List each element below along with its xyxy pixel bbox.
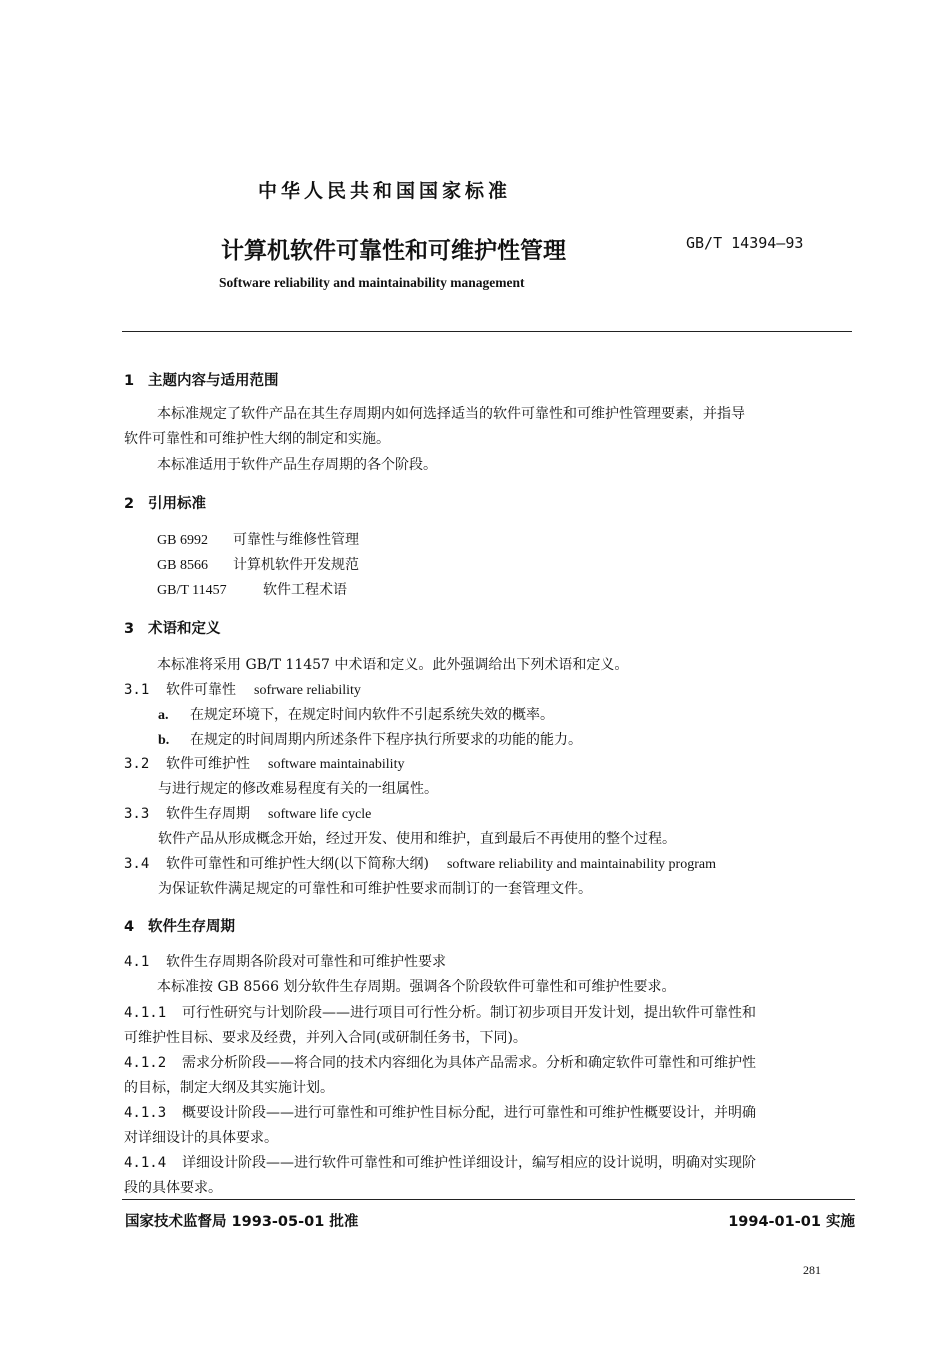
reference-name: 软件工程术语 xyxy=(263,582,347,598)
paragraph: 软件可靠性和可维护性大纲的制定和实施。 xyxy=(124,431,390,447)
clause-text: 详细设计阶段——进行软件可靠性和可维护性详细设计，编写相应的设计说明，明确对实现阶 xyxy=(182,1155,756,1171)
term-english: software maintainability xyxy=(268,757,405,772)
definition-item-b xyxy=(158,729,582,749)
clause-continuation: 对详细设计的具体要求。 xyxy=(124,1130,278,1146)
term-3-2 xyxy=(124,753,404,773)
term-number: 3.4 xyxy=(124,856,150,872)
term-3-1 xyxy=(124,679,361,699)
clause-number: 4.1.3 xyxy=(124,1105,167,1121)
term-name: 软件可靠性和可维护性大纲(以下简称大纲) xyxy=(166,856,429,872)
header-rule xyxy=(122,331,852,332)
section-4-heading xyxy=(124,915,235,936)
approval-line: 国家技术监督局 1993-05-01 批准 xyxy=(125,1214,359,1230)
term-number: 3.1 xyxy=(124,682,150,698)
clause-continuation: 段的具体要求。 xyxy=(124,1180,222,1196)
term-definition: 软件产品从形成概念开始，经过开发、使用和维护，直到最后不再使用的整个过程。 xyxy=(158,831,676,847)
term-number: 3.3 xyxy=(124,806,150,822)
implementation-date: 1994-01-01 实施 xyxy=(728,1214,855,1230)
clause-number: 4.1.4 xyxy=(124,1155,167,1171)
term-name: 软件可靠性 xyxy=(166,682,236,698)
term-definition: 与进行规定的修改难易程度有关的一组属性。 xyxy=(158,781,438,797)
section-title: 术语和定义 xyxy=(148,621,221,637)
term-3-4 xyxy=(124,853,716,873)
section-title: 引用标准 xyxy=(148,496,206,512)
reference-item xyxy=(157,579,347,599)
page-number: 281 xyxy=(803,1263,821,1277)
paragraph: 本标准将采用 GB/T 11457 中术语和定义。此外强调给出下列术语和定义。 xyxy=(157,657,629,673)
reference-item xyxy=(157,554,359,574)
item-text: 在规定的时间周期内所述条件下程序执行所要求的功能的能力。 xyxy=(190,732,582,748)
clause-text: 需求分析阶段——将合同的技术内容细化为具体产品需求。分析和确定软件可靠性和可维护性 xyxy=(182,1055,756,1071)
reference-name: 可靠性与维修性管理 xyxy=(233,532,359,548)
standard-code: GB/T 14394—93 xyxy=(686,234,804,252)
subsection-4-1 xyxy=(124,951,446,971)
clause-4-1-2 xyxy=(124,1052,756,1072)
section-2-heading xyxy=(124,492,206,513)
section-title: 软件生存周期 xyxy=(148,919,235,935)
section-number: 3 xyxy=(124,621,135,637)
term-name: 软件可维护性 xyxy=(166,756,250,772)
document-title-en: Software reliability and maintainability management xyxy=(219,275,525,290)
item-text: 在规定环境下，在规定时间内软件不引起系统失效的概率。 xyxy=(190,707,554,723)
paragraph: 本标准规定了软件产品在其生存周期内如何选择适当的软件可靠性和可维护性管理要素，并指导 xyxy=(157,406,745,422)
term-definition: 为保证软件满足规定的可靠性和可维护性要求而制订的一套管理文件。 xyxy=(158,881,592,897)
clause-continuation: 的目标，制定大纲及其实施计划。 xyxy=(124,1080,334,1096)
clause-number: 4.1.1 xyxy=(124,1005,167,1021)
item-label: b. xyxy=(158,733,170,748)
reference-code: GB/T 11457 xyxy=(157,583,227,598)
section-1-heading xyxy=(124,369,279,390)
term-3-3 xyxy=(124,803,371,823)
term-english: software life cycle xyxy=(268,807,372,822)
subsection-number: 4.1 xyxy=(124,954,150,970)
reference-code: GB 8566 xyxy=(157,558,208,573)
clause-text: 概要设计阶段——进行可靠性和可维护性目标分配，进行可靠性和可维护性概要设计，并明确 xyxy=(182,1105,756,1121)
term-english: software reliability and maintainability program xyxy=(446,857,716,872)
document-title-cn: 计算机软件可靠性和可维护性管理 xyxy=(221,238,566,264)
paragraph: 本标准适用于软件产品生存周期的各个阶段。 xyxy=(157,457,437,473)
section-3-heading xyxy=(124,617,221,638)
item-label: a. xyxy=(158,708,169,723)
section-number: 1 xyxy=(124,373,135,389)
paragraph: 本标准按 GB 8566 划分软件生存周期。强调各个阶段软件可靠性和可维护性要求。 xyxy=(157,979,676,995)
reference-item xyxy=(157,529,359,549)
reference-code: GB 6992 xyxy=(157,533,208,548)
clause-4-1-1 xyxy=(124,1002,756,1022)
term-name: 软件生存周期 xyxy=(166,806,250,822)
clause-continuation: 可维护性目标、要求及经费，并列入合同(或研制任务书，下同)。 xyxy=(124,1030,527,1046)
clause-text: 可行性研究与计划阶段——进行项目可行性分析。制订初步项目开发计划，提出软件可靠性和 xyxy=(182,1005,756,1021)
reference-name: 计算机软件开发规范 xyxy=(233,557,359,573)
clause-number: 4.1.2 xyxy=(124,1055,167,1071)
section-number: 2 xyxy=(124,496,135,512)
section-title: 主题内容与适用范围 xyxy=(148,373,279,389)
section-number: 4 xyxy=(124,919,135,935)
footer-rule xyxy=(122,1199,855,1200)
issuing-org: 中华人民共和国国家标准 xyxy=(258,180,512,202)
term-number: 3.2 xyxy=(124,756,150,772)
clause-4-1-4 xyxy=(124,1152,756,1172)
definition-item-a xyxy=(158,704,554,724)
term-english: sofrware reliability xyxy=(254,683,361,698)
subsection-title: 软件生存周期各阶段对可靠性和可维护性要求 xyxy=(166,954,446,970)
clause-4-1-3 xyxy=(124,1102,756,1122)
